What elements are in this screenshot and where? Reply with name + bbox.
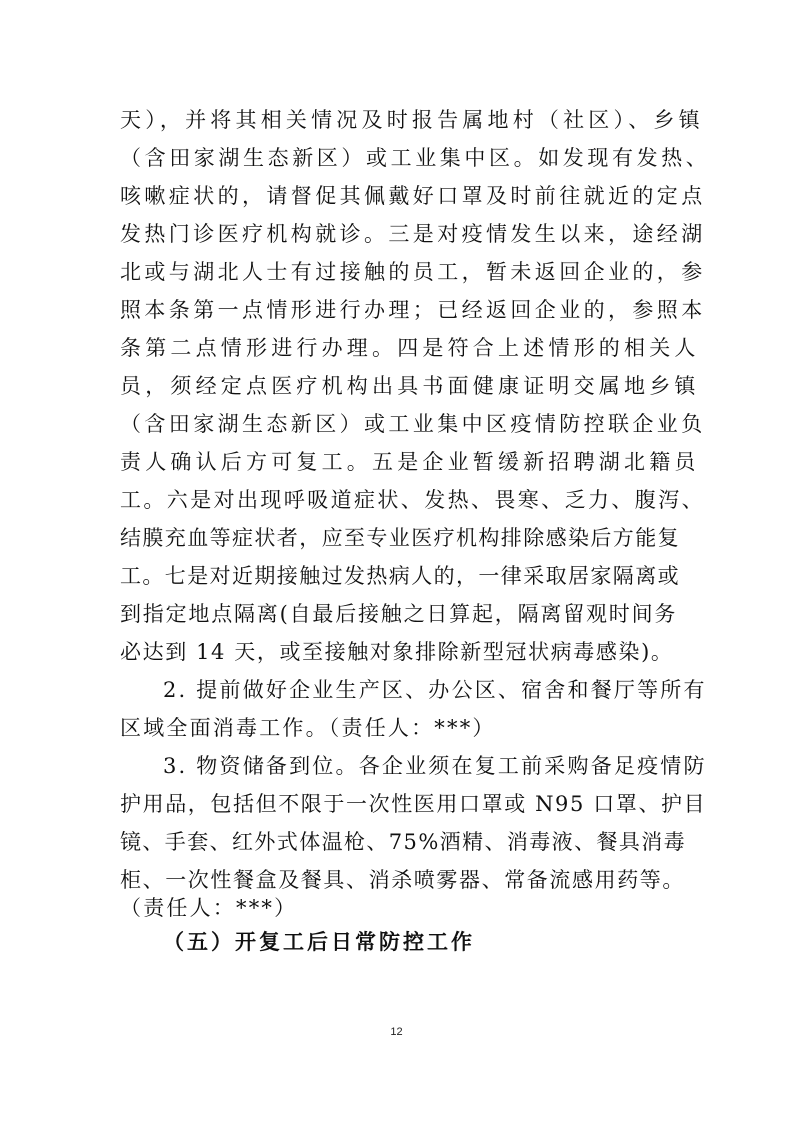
body-text-line: 照本条第一点情形进行办理；已经返回企业的，参照本	[120, 298, 706, 322]
page-number: 12	[390, 1026, 403, 1038]
body-text-line: （含田家湖生态新区）或工业集中区。如发现有发热、	[120, 146, 711, 170]
body-text-line: 区域全面消毒工作。（责任人：***）	[120, 716, 496, 740]
body-text-line: 责人确认后方可复工。五是企业暂缓新招聘湖北籍员	[120, 450, 700, 474]
body-text-line: （含田家湖生态新区）或工业集中区疫情防控联企业负	[120, 412, 706, 436]
body-text-line: 护用品，包括但不限于一次性医用口罩或 N95 口罩、护目	[120, 792, 707, 816]
list-item-3: 3. 物资储备到位。各企业须在复工前采购备足疫情防	[163, 754, 707, 778]
body-text-line: 镜、手套、红外式体温枪、75%酒精、消毒液、餐具消毒	[120, 830, 687, 854]
body-text-line: 工。七是对近期接触过发热病人的，一律采取居家隔离或	[120, 564, 680, 588]
body-text-line: 工。六是对出现呼吸道症状、发热、畏寒、乏力、腹泻、	[120, 488, 705, 512]
body-text-line: 咳嗽症状的，请督促其佩戴好口罩及时前往就近的定点	[120, 184, 706, 208]
body-text-line: （责任人：***）	[120, 896, 298, 920]
body-text-line: 柜、一次性餐盒及餐具、消杀喷雾器、常备流感用药等。	[120, 868, 685, 892]
body-text-line: 条第二点情形进行办理。四是符合上述情形的相关人	[120, 336, 700, 360]
body-text-line: 到指定地点隔离(自最后接触之日算起，隔离留观时间务	[120, 602, 678, 626]
body-text-line: 北或与湖北人士有过接触的员工，暂未返回企业的，参	[120, 260, 706, 284]
body-text-line: 结膜充血等症状者，应至专业医疗机构排除感染后方能复	[120, 526, 680, 550]
body-text-line: 发热门诊医疗机构就诊。三是对疫情发生以来，途经湖	[120, 222, 706, 246]
body-text-line: 员，须经定点医疗机构出具书面健康证明交属地乡镇	[120, 374, 700, 398]
body-text-line: 天），并将其相关情况及时报告属地村（社区）、乡镇	[120, 108, 704, 132]
section-heading: （五）开复工后日常防控工作	[163, 930, 475, 954]
body-text-line: 必达到 14 天，或至接触对象排除新型冠状病毒感染)。	[120, 640, 674, 664]
list-item-2: 2. 提前做好企业生产区、办公区、宿舍和餐厅等所有	[163, 678, 707, 702]
